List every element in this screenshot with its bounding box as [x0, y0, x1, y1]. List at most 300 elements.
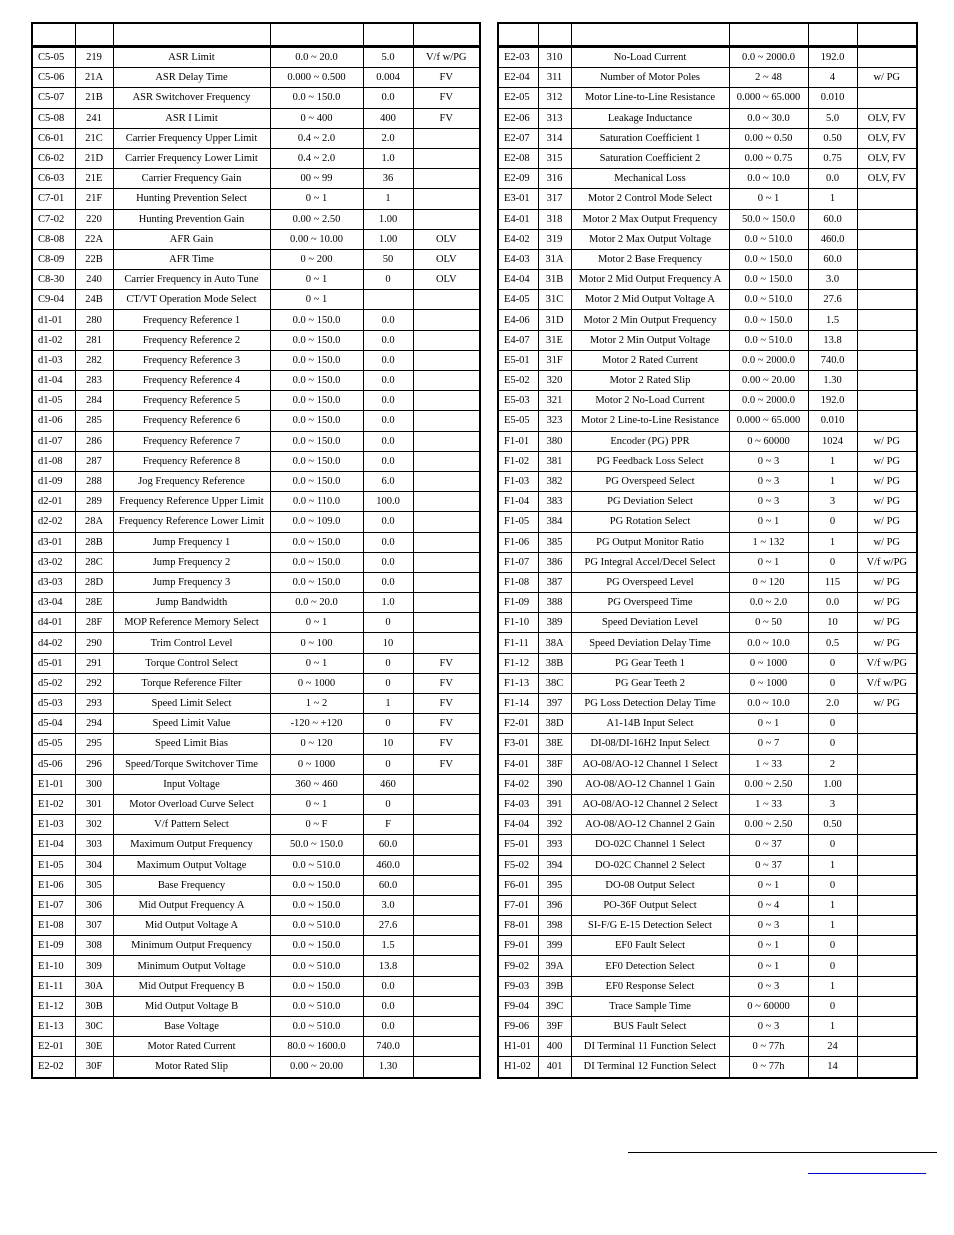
- parameter-name-cell: Torque Reference Filter: [113, 673, 270, 693]
- parameter-name-cell: ASR Switchover Frequency: [113, 88, 270, 108]
- parameter-name-cell: Input Voltage: [113, 774, 270, 794]
- control-mode-cell: OLV: [413, 229, 480, 249]
- parameter-number-cell: E5-05: [498, 411, 538, 431]
- parameter-name-cell: Motor 2 Mid Output Frequency A: [571, 270, 729, 290]
- parameter-name-cell: BUS Fault Select: [571, 1017, 729, 1037]
- modbus-address-cell: 312: [538, 88, 571, 108]
- table-row: [32, 855, 480, 875]
- modbus-address-cell: 304: [75, 855, 113, 875]
- modbus-address-cell: 31C: [538, 290, 571, 310]
- default-value-cell: 1: [808, 1017, 857, 1037]
- parameter-name-cell: Jog Frequency Reference: [113, 471, 270, 491]
- setting-range-cell: 0 ~ 120: [729, 572, 808, 592]
- modbus-address-cell: 389: [538, 613, 571, 633]
- setting-range-cell: 0.0 ~ 150.0: [729, 270, 808, 290]
- parameter-number-cell: F1-09: [498, 593, 538, 613]
- default-value-cell: 460: [363, 774, 413, 794]
- parameter-number-cell: d5-06: [32, 754, 75, 774]
- table-row: [498, 875, 917, 895]
- modbus-address-cell: 28A: [75, 512, 113, 532]
- modbus-address-cell: 293: [75, 694, 113, 714]
- parameter-number-cell: d5-02: [32, 673, 75, 693]
- parameter-number-cell: C5-05: [32, 47, 75, 68]
- table-row: [498, 229, 917, 249]
- modbus-address-cell: 390: [538, 774, 571, 794]
- parameter-number-cell: F1-11: [498, 633, 538, 653]
- parameter-number-cell: F4-03: [498, 794, 538, 814]
- setting-range-cell: 0.0 ~ 150.0: [270, 411, 363, 431]
- parameter-number-cell: F3-01: [498, 734, 538, 754]
- table-row: [498, 209, 917, 229]
- modbus-address-cell: 392: [538, 815, 571, 835]
- default-value-cell: 0: [808, 673, 857, 693]
- control-mode-cell: [857, 916, 917, 936]
- modbus-address-cell: 21D: [75, 148, 113, 168]
- parameter-name-cell: Carrier Frequency Gain: [113, 169, 270, 189]
- table-row: [498, 936, 917, 956]
- table-row: [32, 169, 480, 189]
- modbus-address-cell: 302: [75, 815, 113, 835]
- modbus-address-cell: 394: [538, 855, 571, 875]
- parameter-number-cell: F4-04: [498, 815, 538, 835]
- table-row: [498, 371, 917, 391]
- control-mode-cell: [413, 936, 480, 956]
- table-row: [498, 754, 917, 774]
- parameter-number-cell: d4-01: [32, 613, 75, 633]
- modbus-address-cell: 387: [538, 572, 571, 592]
- header-setting-range: [270, 23, 363, 47]
- parameter-number-cell: E4-01: [498, 209, 538, 229]
- table-row: [498, 572, 917, 592]
- control-mode-cell: w/ PG: [857, 471, 917, 491]
- control-mode-cell: w/ PG: [857, 492, 917, 512]
- default-value-cell: 1: [808, 895, 857, 915]
- parameter-number-cell: d5-01: [32, 653, 75, 673]
- parameter-number-cell: E1-13: [32, 1017, 75, 1037]
- table-row: [498, 1057, 917, 1078]
- modbus-address-cell: 281: [75, 330, 113, 350]
- default-value-cell: 0.0: [363, 310, 413, 330]
- modbus-address-cell: 395: [538, 875, 571, 895]
- parameter-number-cell: F1-14: [498, 694, 538, 714]
- modbus-address-cell: 22B: [75, 249, 113, 269]
- parameter-number-cell: d3-01: [32, 532, 75, 552]
- table-row: [498, 290, 917, 310]
- parameter-number-cell: d2-02: [32, 512, 75, 532]
- setting-range-cell: 0.0 ~ 150.0: [270, 88, 363, 108]
- parameter-name-cell: MOP Reference Memory Select: [113, 613, 270, 633]
- setting-range-cell: 1 ~ 33: [729, 794, 808, 814]
- table-row: [32, 128, 480, 148]
- parameter-number-cell: d1-09: [32, 471, 75, 491]
- setting-range-cell: 0 ~ 1: [270, 290, 363, 310]
- setting-range-cell: 0 ~ 4: [729, 895, 808, 915]
- default-value-cell: 115: [808, 572, 857, 592]
- parameter-number-cell: C7-01: [32, 189, 75, 209]
- control-mode-cell: [413, 310, 480, 330]
- modbus-address-cell: 39B: [538, 976, 571, 996]
- default-value-cell: 0.5: [808, 633, 857, 653]
- modbus-address-cell: 30E: [75, 1037, 113, 1057]
- default-value-cell: 0: [363, 794, 413, 814]
- parameter-number-cell: d4-02: [32, 633, 75, 653]
- parameter-name-cell: PG Feedback Loss Select: [571, 451, 729, 471]
- control-mode-cell: [413, 128, 480, 148]
- setting-range-cell: 0.0 ~ 150.0: [270, 532, 363, 552]
- header-parameter-number: [498, 23, 538, 47]
- modbus-address-cell: 380: [538, 431, 571, 451]
- table-row: [498, 633, 917, 653]
- default-value-cell: 3.0: [808, 270, 857, 290]
- control-mode-cell: [413, 552, 480, 572]
- default-value-cell: 60.0: [808, 209, 857, 229]
- default-value-cell: 0.50: [808, 128, 857, 148]
- parameter-name-cell: Carrier Frequency Upper Limit: [113, 128, 270, 148]
- parameter-number-cell: F9-01: [498, 936, 538, 956]
- setting-range-cell: 0 ~ 77h: [729, 1037, 808, 1057]
- modbus-address-cell: 303: [75, 835, 113, 855]
- default-value-cell: 10: [363, 734, 413, 754]
- table-header-row: [32, 23, 480, 47]
- modbus-address-cell: 388: [538, 593, 571, 613]
- default-value-cell: 0: [808, 835, 857, 855]
- parameter-name-cell: Mid Output Voltage B: [113, 996, 270, 1016]
- default-value-cell: F: [363, 815, 413, 835]
- parameter-name-cell: DI Terminal 11 Function Select: [571, 1037, 729, 1057]
- default-value-cell: 10: [808, 613, 857, 633]
- control-mode-cell: FV: [413, 68, 480, 88]
- header-control-mode: [413, 23, 480, 47]
- table-row: [32, 189, 480, 209]
- default-value-cell: 0.0: [363, 391, 413, 411]
- table-row: [32, 613, 480, 633]
- modbus-address-cell: 397: [538, 694, 571, 714]
- table-row: [32, 976, 480, 996]
- default-value-cell: 460.0: [363, 855, 413, 875]
- control-mode-cell: [857, 774, 917, 794]
- control-mode-cell: OLV, FV: [857, 108, 917, 128]
- modbus-address-cell: 318: [538, 209, 571, 229]
- modbus-address-cell: 400: [538, 1037, 571, 1057]
- setting-range-cell: 0 ~ 1: [729, 512, 808, 532]
- modbus-address-cell: 241: [75, 108, 113, 128]
- modbus-address-cell: 391: [538, 794, 571, 814]
- control-mode-cell: [857, 290, 917, 310]
- modbus-address-cell: 31B: [538, 270, 571, 290]
- parameter-name-cell: DI-08/DI-16H2 Input Select: [571, 734, 729, 754]
- setting-range-cell: 0 ~ 37: [729, 835, 808, 855]
- parameter-name-cell: Speed/Torque Switchover Time: [113, 754, 270, 774]
- parameter-number-cell: E5-03: [498, 391, 538, 411]
- setting-range-cell: 0.0 ~ 150.0: [270, 552, 363, 572]
- parameter-name-cell: Mid Output Frequency A: [113, 895, 270, 915]
- setting-range-cell: 0.0 ~ 150.0: [270, 371, 363, 391]
- parameter-name-cell: PO-36F Output Select: [571, 895, 729, 915]
- parameter-name-cell: PG Rotation Select: [571, 512, 729, 532]
- setting-range-cell: 50.0 ~ 150.0: [270, 835, 363, 855]
- default-value-cell: 1.30: [808, 371, 857, 391]
- parameter-number-cell: E2-07: [498, 128, 538, 148]
- control-mode-cell: [413, 532, 480, 552]
- setting-range-cell: 0 ~ 1: [729, 956, 808, 976]
- footer-link-underline[interactable]: [808, 1173, 926, 1174]
- table-row: [32, 673, 480, 693]
- parameter-number-cell: C5-06: [32, 68, 75, 88]
- modbus-address-cell: 323: [538, 411, 571, 431]
- parameter-name-cell: Base Frequency: [113, 875, 270, 895]
- modbus-address-cell: 219: [75, 47, 113, 68]
- control-mode-cell: w/ PG: [857, 451, 917, 471]
- setting-range-cell: 0.00 ~ 2.50: [729, 815, 808, 835]
- modbus-address-cell: 39F: [538, 1017, 571, 1037]
- default-value-cell: 0.0: [363, 330, 413, 350]
- parameter-name-cell: Number of Motor Poles: [571, 68, 729, 88]
- table-row: [32, 249, 480, 269]
- default-value-cell: 13.8: [808, 330, 857, 350]
- setting-range-cell: 0.0 ~ 510.0: [270, 996, 363, 1016]
- setting-range-cell: 0 ~ 1: [270, 794, 363, 814]
- modbus-address-cell: 384: [538, 512, 571, 532]
- parameter-table-right: [497, 22, 918, 1079]
- default-value-cell: 36: [363, 169, 413, 189]
- table-row: [32, 794, 480, 814]
- parameter-name-cell: CT/VT Operation Mode Select: [113, 290, 270, 310]
- default-value-cell: 3.0: [363, 895, 413, 915]
- parameter-name-cell: AO-08/AO-12 Channel 2 Select: [571, 794, 729, 814]
- parameter-name-cell: Motor 2 Mid Output Voltage A: [571, 290, 729, 310]
- default-value-cell: 0.0: [363, 996, 413, 1016]
- control-mode-cell: [413, 330, 480, 350]
- setting-range-cell: 2 ~ 48: [729, 68, 808, 88]
- setting-range-cell: 0 ~ 7: [729, 734, 808, 754]
- default-value-cell: 1.5: [363, 936, 413, 956]
- default-value-cell: 192.0: [808, 47, 857, 68]
- modbus-address-cell: 386: [538, 552, 571, 572]
- control-mode-cell: [413, 875, 480, 895]
- modbus-address-cell: 296: [75, 754, 113, 774]
- control-mode-cell: [857, 815, 917, 835]
- parameter-name-cell: DI Terminal 12 Function Select: [571, 1057, 729, 1078]
- default-value-cell: 6.0: [363, 471, 413, 491]
- parameter-name-cell: Motor 2 Line-to-Line Resistance: [571, 411, 729, 431]
- default-value-cell: 0.0: [363, 512, 413, 532]
- parameter-number-cell: E2-05: [498, 88, 538, 108]
- control-mode-cell: FV: [413, 673, 480, 693]
- control-mode-cell: [413, 794, 480, 814]
- header-parameter-name: [571, 23, 729, 47]
- modbus-address-cell: 38B: [538, 653, 571, 673]
- parameter-number-cell: F9-02: [498, 956, 538, 976]
- default-value-cell: 100.0: [363, 492, 413, 512]
- modbus-address-cell: 381: [538, 451, 571, 471]
- modbus-address-cell: 283: [75, 371, 113, 391]
- parameter-number-cell: E1-02: [32, 794, 75, 814]
- default-value-cell: 1.30: [363, 1057, 413, 1078]
- table-row: [498, 996, 917, 1016]
- setting-range-cell: 1 ~ 33: [729, 754, 808, 774]
- control-mode-cell: [857, 411, 917, 431]
- parameter-number-cell: F5-01: [498, 835, 538, 855]
- control-mode-cell: FV: [413, 108, 480, 128]
- parameter-number-cell: d3-04: [32, 593, 75, 613]
- modbus-address-cell: 399: [538, 936, 571, 956]
- default-value-cell: 50: [363, 249, 413, 269]
- setting-range-cell: 0.0 ~ 510.0: [270, 956, 363, 976]
- parameter-number-cell: F9-04: [498, 996, 538, 1016]
- footer-divider: [628, 1152, 937, 1153]
- control-mode-cell: [413, 512, 480, 532]
- table-row: [498, 855, 917, 875]
- default-value-cell: 400: [363, 108, 413, 128]
- parameter-number-cell: d1-02: [32, 330, 75, 350]
- parameter-number-cell: C7-02: [32, 209, 75, 229]
- table-row: [498, 774, 917, 794]
- parameter-name-cell: Speed Limit Bias: [113, 734, 270, 754]
- default-value-cell: 0.0: [363, 411, 413, 431]
- default-value-cell: 60.0: [363, 875, 413, 895]
- table-row: [498, 673, 917, 693]
- modbus-address-cell: 300: [75, 774, 113, 794]
- header-default-value: [363, 23, 413, 47]
- modbus-address-cell: 292: [75, 673, 113, 693]
- default-value-cell: 1: [808, 916, 857, 936]
- parameter-number-cell: F1-07: [498, 552, 538, 572]
- default-value-cell: 0: [808, 936, 857, 956]
- control-mode-cell: [413, 169, 480, 189]
- parameter-name-cell: Hunting Prevention Select: [113, 189, 270, 209]
- modbus-address-cell: 314: [538, 128, 571, 148]
- default-value-cell: 0: [808, 734, 857, 754]
- setting-range-cell: 0.0 ~ 10.0: [729, 694, 808, 714]
- modbus-address-cell: 21C: [75, 128, 113, 148]
- setting-range-cell: 0 ~ 1000: [729, 673, 808, 693]
- default-value-cell: 0.0: [363, 371, 413, 391]
- control-mode-cell: [857, 714, 917, 734]
- default-value-cell: 1.00: [808, 774, 857, 794]
- default-value-cell: 0: [808, 512, 857, 532]
- parameter-number-cell: d1-03: [32, 350, 75, 370]
- default-value-cell: 0.0: [363, 350, 413, 370]
- modbus-address-cell: 39C: [538, 996, 571, 1016]
- parameter-name-cell: Carrier Frequency Lower Limit: [113, 148, 270, 168]
- control-mode-cell: [413, 391, 480, 411]
- modbus-address-cell: 28C: [75, 552, 113, 572]
- control-mode-cell: [857, 1037, 917, 1057]
- setting-range-cell: 0 ~ 1: [270, 613, 363, 633]
- modbus-address-cell: 305: [75, 875, 113, 895]
- modbus-address-cell: 309: [75, 956, 113, 976]
- setting-range-cell: 0 ~ 1: [270, 653, 363, 673]
- control-mode-cell: [413, 895, 480, 915]
- default-value-cell: 0.50: [808, 815, 857, 835]
- parameter-number-cell: d2-01: [32, 492, 75, 512]
- setting-range-cell: 0.0 ~ 109.0: [270, 512, 363, 532]
- table-row: [498, 714, 917, 734]
- control-mode-cell: w/ PG: [857, 68, 917, 88]
- control-mode-cell: [857, 189, 917, 209]
- table-row: [498, 270, 917, 290]
- control-mode-cell: [413, 471, 480, 491]
- parameter-number-cell: F9-06: [498, 1017, 538, 1037]
- table-row: [498, 189, 917, 209]
- table-row: [32, 815, 480, 835]
- default-value-cell: 1.0: [363, 148, 413, 168]
- parameter-number-cell: E1-09: [32, 936, 75, 956]
- default-value-cell: 192.0: [808, 391, 857, 411]
- control-mode-cell: [857, 47, 917, 68]
- control-mode-cell: [413, 976, 480, 996]
- parameter-number-cell: d5-04: [32, 714, 75, 734]
- parameter-name-cell: AO-08/AO-12 Channel 2 Gain: [571, 815, 729, 835]
- table-row: [32, 754, 480, 774]
- header-setting-range: [729, 23, 808, 47]
- modbus-address-cell: 284: [75, 391, 113, 411]
- setting-range-cell: 0 ~ 1: [729, 875, 808, 895]
- default-value-cell: 0.0: [808, 593, 857, 613]
- parameter-name-cell: Jump Frequency 3: [113, 572, 270, 592]
- control-mode-cell: [413, 956, 480, 976]
- table-row: [32, 694, 480, 714]
- parameter-number-cell: F1-04: [498, 492, 538, 512]
- table-row: [32, 209, 480, 229]
- setting-range-cell: 0 ~ 1: [729, 552, 808, 572]
- modbus-address-cell: 28D: [75, 572, 113, 592]
- default-value-cell: 0: [363, 270, 413, 290]
- parameter-number-cell: E4-04: [498, 270, 538, 290]
- parameter-name-cell: Frequency Reference 8: [113, 451, 270, 471]
- control-mode-cell: [413, 774, 480, 794]
- default-value-cell: 740.0: [808, 350, 857, 370]
- parameter-number-cell: E1-01: [32, 774, 75, 794]
- setting-range-cell: 0 ~ 100: [270, 633, 363, 653]
- setting-range-cell: 0 ~ 50: [729, 613, 808, 633]
- default-value-cell: 4: [808, 68, 857, 88]
- default-value-cell: 0: [808, 552, 857, 572]
- parameter-number-cell: E4-06: [498, 310, 538, 330]
- parameter-number-cell: d1-05: [32, 391, 75, 411]
- modbus-address-cell: 285: [75, 411, 113, 431]
- parameter-name-cell: Motor Rated Slip: [113, 1057, 270, 1078]
- default-value-cell: 24: [808, 1037, 857, 1057]
- table-row: [32, 391, 480, 411]
- modbus-address-cell: 280: [75, 310, 113, 330]
- table-row: [32, 895, 480, 915]
- setting-range-cell: 0 ~ 1: [270, 270, 363, 290]
- table-row: [32, 512, 480, 532]
- parameter-number-cell: d1-01: [32, 310, 75, 330]
- parameter-number-cell: E4-03: [498, 249, 538, 269]
- setting-range-cell: 0.0 ~ 150.0: [729, 249, 808, 269]
- modbus-address-cell: 311: [538, 68, 571, 88]
- parameter-number-cell: F6-01: [498, 875, 538, 895]
- parameter-name-cell: Motor 2 Min Output Frequency: [571, 310, 729, 330]
- parameter-name-cell: Motor Rated Current: [113, 1037, 270, 1057]
- control-mode-cell: [857, 734, 917, 754]
- parameter-name-cell: Frequency Reference Lower Limit: [113, 512, 270, 532]
- table-row: [498, 895, 917, 915]
- setting-range-cell: 0.0 ~ 30.0: [729, 108, 808, 128]
- parameter-name-cell: Motor 2 Rated Slip: [571, 371, 729, 391]
- control-mode-cell: [857, 754, 917, 774]
- control-mode-cell: [413, 996, 480, 1016]
- parameter-name-cell: Encoder (PG) PPR: [571, 431, 729, 451]
- control-mode-cell: [413, 411, 480, 431]
- parameter-name-cell: DO-02C Channel 1 Select: [571, 835, 729, 855]
- parameter-number-cell: C6-03: [32, 169, 75, 189]
- default-value-cell: [363, 290, 413, 310]
- parameter-name-cell: Minimum Output Voltage: [113, 956, 270, 976]
- header-modbus-address: [538, 23, 571, 47]
